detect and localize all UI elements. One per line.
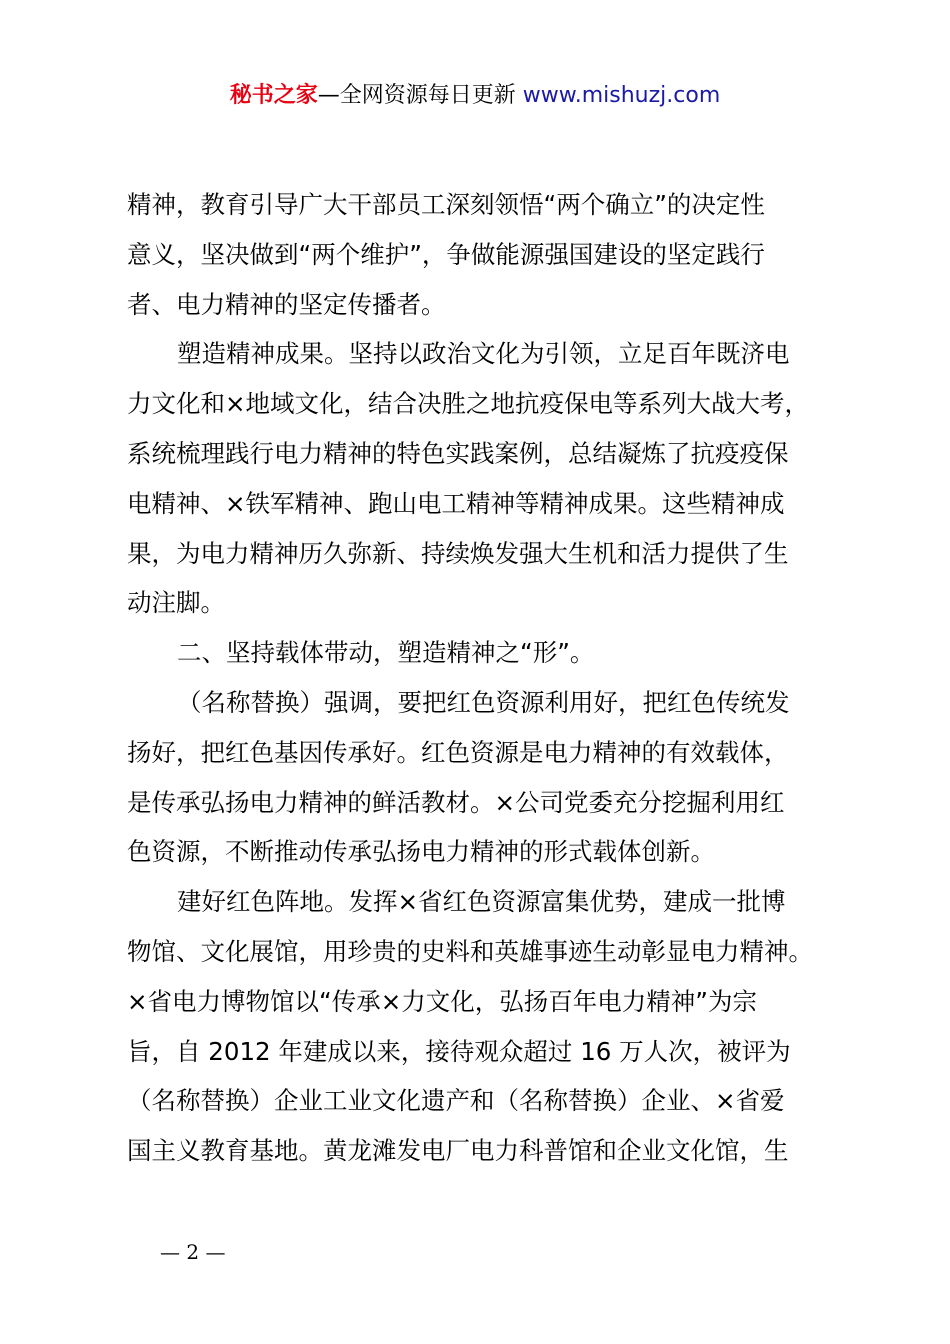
text-line: 物馆、文化展馆，用珍贵的史料和英雄事迹生动彰显电力精神。: [127, 936, 813, 966]
page-number: — 2 —: [160, 1240, 226, 1264]
text-line: 二、坚持载体带动，塑造精神之“形”。: [177, 638, 595, 668]
text-line: 果，为电力精神历久弥新、持续焕发强大生机和活力提供了生: [127, 538, 789, 568]
text-line: 色资源，不断推动传承弘扬电力精神的形式载体创新。: [127, 837, 715, 867]
site-url[interactable]: www.mishuzj.com: [522, 83, 721, 108]
site-slogan: —全网资源每日更新: [317, 83, 516, 108]
text-line: （名称替换）企业工业文化遗产和（名称替换）企业、×省爱: [127, 1086, 785, 1116]
text-line: 电精神、×铁军精神、跑山电工精神等精神成果。这些精神成: [127, 488, 785, 518]
text-line: 扬好，把红色基因传承好。红色资源是电力精神的有效载体，: [127, 737, 789, 767]
page-header: [0, 80, 950, 112]
site-brand: 秘书之家: [229, 83, 318, 108]
text-line: 是传承弘扬电力精神的鲜活教材。×公司党委充分挖掘利用红: [127, 787, 785, 817]
text-line: 力文化和×地域文化，结合决胜之地抗疫保电等系列大战大考，: [127, 389, 810, 419]
text-line: 精神，教育引导广大干部员工深刻领悟“两个确立”的决定性: [127, 190, 765, 219]
text-line: （名称替换）强调，要把红色资源利用好，把红色传统发: [177, 687, 790, 717]
text-line: 建好红色阵地。发挥×省红色资源富集优势，建成一批博: [177, 887, 786, 917]
text-line: ×省电力博物馆以“传承×力文化，弘扬百年电力精神”为宗: [127, 986, 757, 1016]
text-line: 旨，自 2012 年建成以来，接待观众超过 16 万人次，被评为: [127, 1036, 791, 1066]
document-body: [127, 180, 837, 1176]
text-line: 者、电力精神的坚定传播者。: [127, 289, 446, 319]
text-line: 意义，坚决做到“两个维护”，争做能源强国建设的坚定践行: [127, 239, 765, 269]
text-line: 塑造精神成果。坚持以政治文化为引领，立足百年既济电: [177, 339, 790, 369]
text-line: 国主义教育基地。黄龙滩发电厂电力科普馆和企业文化馆，生: [127, 1136, 789, 1166]
text-line: 系统梳理践行电力精神的特色实践案例，总结凝炼了抗疫疫保: [127, 438, 789, 468]
text-line: 动注脚。: [127, 588, 225, 618]
